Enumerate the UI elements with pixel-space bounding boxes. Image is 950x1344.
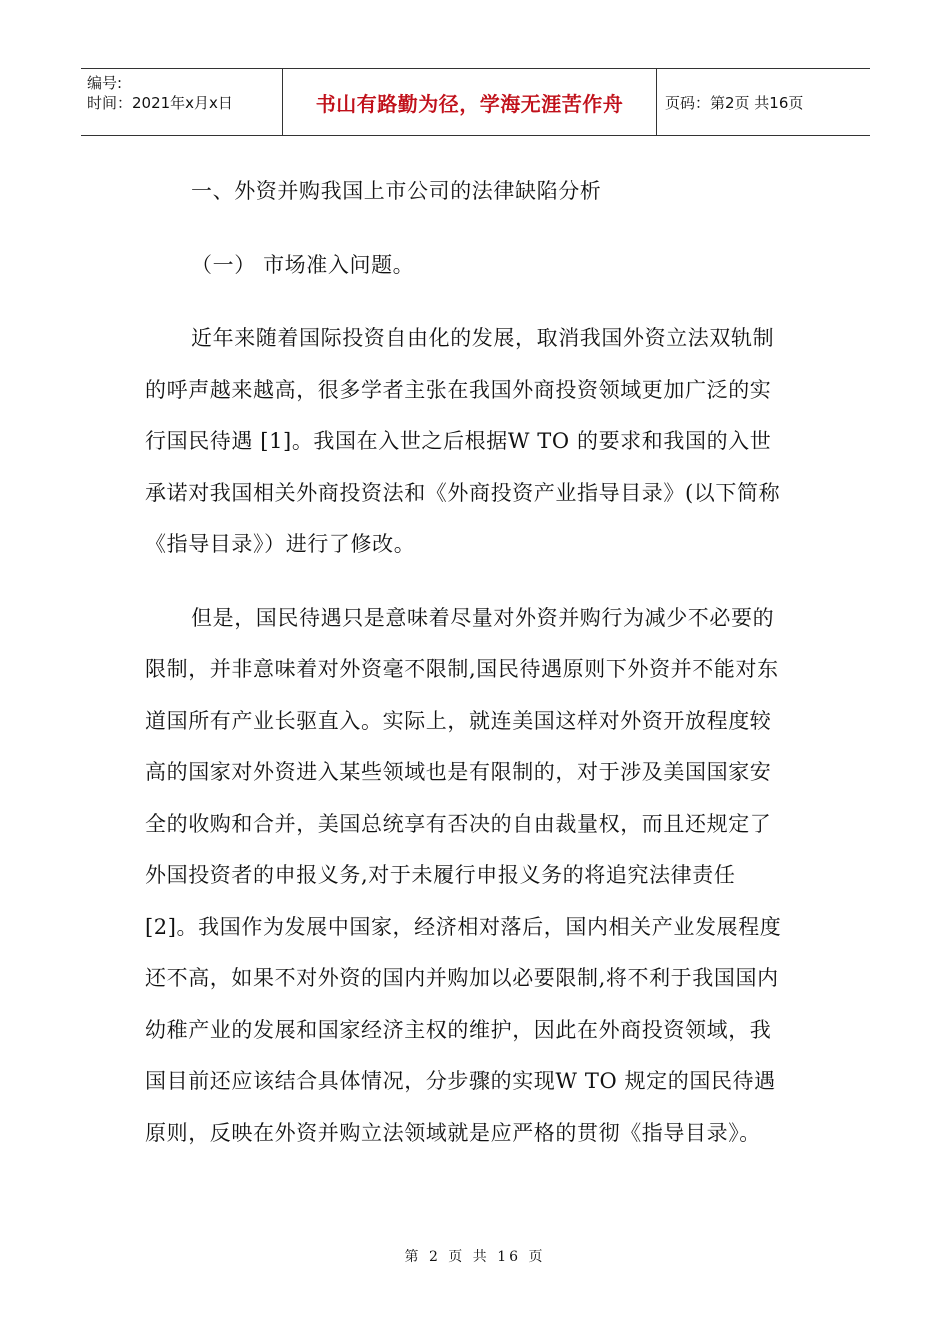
- paragraph-line: 高的国家对外资进入某些领域也是有限制的，对于涉及美国国家安: [145, 760, 772, 784]
- paragraph-2: [145, 593, 815, 1160]
- paragraph-line: 道国所有产业长驱直入。实际上，就连美国这样对外资开放程度较: [145, 708, 772, 733]
- header-page-info: 页码：第2页 共16页: [665, 93, 804, 112]
- paragraph-line: 国目前还应该结合具体情况，分步骤的实现W TO 规定的国民待遇: [145, 1069, 776, 1093]
- header-meta: [81, 69, 283, 135]
- paragraph-line: 全的收购和合并，美国总统享有否决的自由裁量权，而且还规定了: [145, 811, 772, 836]
- document-header: [81, 68, 870, 136]
- paragraph-line: 但是，国民待遇只是意味着尽量对外资并购行为减少不必要的: [191, 605, 775, 630]
- subsection-heading: （一） 市场准入问题。: [191, 252, 415, 277]
- paragraph-line: 的呼声越来越高，很多学者主张在我国外商投资领域更加广泛的实: [145, 377, 772, 402]
- paragraph-line: 原则，反映在外资并购立法领域就是应严格的贯彻《指导目录》。: [145, 1120, 761, 1145]
- header-motto: 书山有路勤为径，学海无涯苦作舟: [283, 69, 657, 135]
- paragraph-line: 限制，并非意味着对外资毫不限制,国民待遇原则下外资并不能对东: [145, 657, 779, 681]
- paragraph-line: [2]。我国作为发展中国家，经济相对落后，国内相关产业发展程度: [145, 914, 782, 939]
- paragraph-1: [145, 313, 815, 571]
- paragraph-line: 承诺对我国相关外商投资法和《外商投资产业指导目录》(以下简称: [145, 480, 781, 505]
- section-heading: 一、外资并购我国上市公司的法律缺陷分析: [191, 179, 602, 203]
- document-code-label: 编号:: [87, 74, 123, 92]
- document-time: 时间：2021年x月x日: [87, 94, 233, 112]
- paragraph-line: 《指导目录》）进行了修改。: [145, 532, 416, 556]
- paragraph-line: 行国民待遇 [1]。我国在入世之后根据W TO 的要求和我国的入世: [145, 429, 772, 453]
- page-footer: 第 2 页 共 16 页: [404, 1249, 546, 1265]
- paragraph-line: 幼稚产业的发展和国家经济主权的维护，因此在外商投资领域，我: [145, 1017, 772, 1042]
- document-body: [145, 166, 815, 1159]
- paragraph-line: 还不高，如果不对外资的国内并购加以必要限制,将不利于我国国内: [145, 966, 779, 990]
- paragraph-line: 外国投资者的申报义务,对于未履行申报义务的将追究法律责任: [145, 863, 736, 887]
- paragraph-line: 近年来随着国际投资自由化的发展，取消我国外资立法双轨制: [191, 326, 775, 350]
